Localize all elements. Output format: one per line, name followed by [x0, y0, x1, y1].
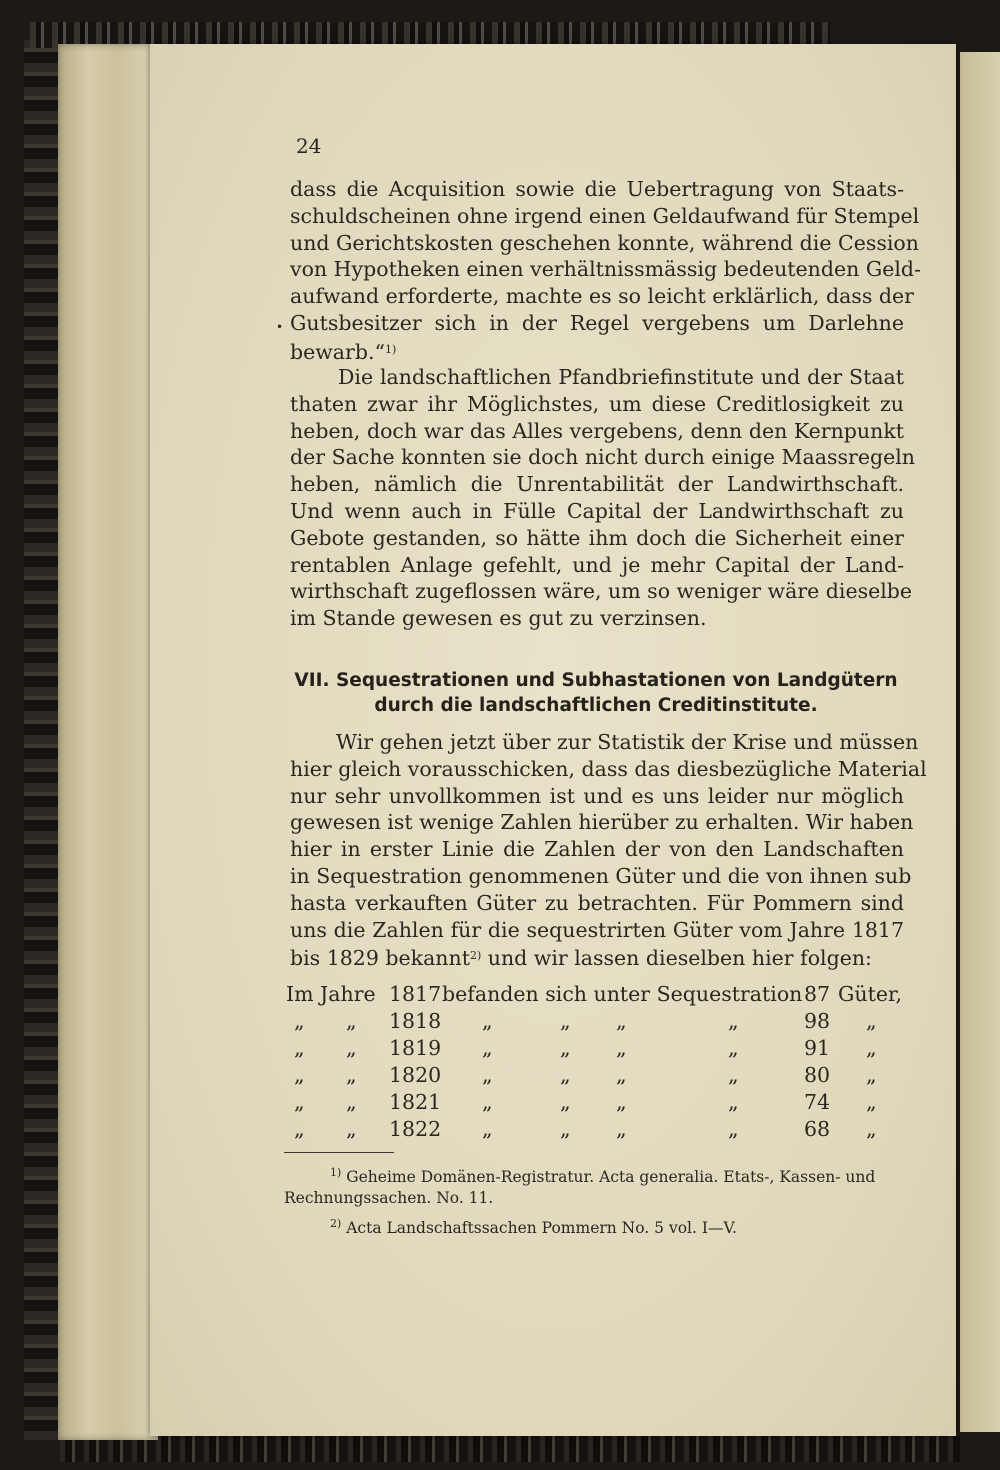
footnote-rule	[284, 1152, 394, 1153]
row-count: 80	[804, 1063, 831, 1087]
text-line: hier in erster Linie die Zahlen der von den Landschaften	[290, 837, 904, 862]
text-line: Die landschaftlichen Pfandbriefinstitute und der Staat	[338, 365, 904, 389]
table-row	[286, 1009, 906, 1036]
row-text: befanden sich unter Sequestration	[442, 982, 803, 1006]
text-line: von Hypotheken einen verhältnissmässig bedeutenden Geld-	[290, 257, 921, 282]
paragraph-1	[290, 176, 921, 366]
section-heading	[288, 668, 904, 718]
ditto-mark: „	[866, 1090, 877, 1114]
text-line: hasta verkauften Güter zu betrachten. Für Pommern sind	[290, 890, 904, 915]
text-line: heben, nämlich die Unrentabilität der Landwirthschaft.	[290, 472, 904, 497]
ditto-mark: „	[294, 1063, 305, 1087]
ditto-mark: „	[482, 1009, 493, 1033]
text-line: Gebote gestanden, so hätte ihm doch die Sicherheit einer	[290, 525, 904, 550]
text-line: in Sequestration genommenen Güter und die von ihnen sub	[290, 863, 912, 888]
text-line: gewesen ist wenige Zahlen hierüber zu erhalten. Wir haben	[290, 810, 914, 835]
text-line: rentablen Anlage gefehlt, und je mehr Capital der Land-	[290, 552, 904, 577]
ditto-mark: „	[294, 1117, 305, 1141]
row-suffix: Güter,	[838, 982, 903, 1006]
row-prefix: Im Jahre	[286, 982, 376, 1006]
footnote-mark: 2)	[330, 1217, 342, 1230]
text-line: schuldscheinen ohne irgend einen Geldaufwand für Stempel	[290, 203, 920, 228]
footnote-ref-1: 1)	[384, 342, 397, 356]
ditto-mark: „	[616, 1009, 627, 1033]
table-row	[286, 1090, 906, 1117]
text-line: der Sache konnten sie doch nicht durch einige Maassregeln	[290, 445, 915, 470]
ditto-mark: „	[560, 1036, 571, 1060]
row-count: 68	[804, 1117, 831, 1141]
text-line: Wir gehen jetzt über zur Statistik der Krise und müssen	[336, 730, 919, 754]
text-line: aufwand erforderte, machte es so leicht erklärlich, dass der	[290, 284, 914, 309]
sequestration-table	[286, 982, 906, 1144]
row-year: 1822	[389, 1117, 442, 1141]
ditto-mark: „	[346, 1063, 357, 1087]
ditto-mark: „	[728, 1063, 739, 1087]
footnote-text: Acta Landschaftssachen Pommern No. 5 vol. I—V.	[346, 1219, 737, 1237]
row-year: 1820	[389, 1063, 442, 1087]
ditto-mark: „	[728, 1036, 739, 1060]
text-line: dass die Acquisition sowie die Uebertragung von Staats-	[290, 177, 904, 201]
text-line: und Gerichtskosten geschehen konnte, während die Cession	[290, 230, 919, 255]
table-row	[286, 1036, 906, 1063]
row-year: 1819	[389, 1036, 442, 1060]
ditto-mark: „	[346, 1036, 357, 1060]
next-page-edge	[960, 52, 1000, 1432]
row-year: 1821	[389, 1090, 442, 1114]
margin-mark: •	[276, 320, 284, 334]
ditto-mark: „	[728, 1090, 739, 1114]
text-line: Und wenn auch in Fülle Capital der Landwirthschaft zu	[290, 498, 904, 523]
ditto-mark: „	[728, 1117, 739, 1141]
ditto-mark: „	[482, 1117, 493, 1141]
footnote-1	[284, 1162, 900, 1188]
ditto-mark: „	[616, 1063, 627, 1087]
footnote-text: Rechnungssachen. No. 11.	[284, 1189, 494, 1207]
text-line: uns die Zahlen für die sequestrirten Güter vom Jahre 1817	[290, 917, 904, 942]
text-line: hier gleich vorausschicken, dass das diesbezügliche Material	[290, 756, 927, 781]
ditto-mark: „	[616, 1117, 627, 1141]
text-line: Gutsbesitzer sich in der Regel vergebens um Darlehne	[290, 310, 904, 335]
footnote-2	[284, 1213, 900, 1239]
table-row	[286, 982, 906, 1009]
ditto-mark: „	[294, 1009, 305, 1033]
page-number: 24	[296, 134, 322, 158]
text-line: nur sehr unvollkommen ist und es uns leider nur möglich	[290, 783, 904, 808]
paragraph-3	[290, 729, 927, 972]
ditto-mark: „	[482, 1063, 493, 1087]
ditto-mark: „	[866, 1117, 877, 1141]
text-fragment: bis 1829 bekannt	[290, 946, 470, 971]
ditto-mark: „	[482, 1090, 493, 1114]
book-binding-bottom	[60, 1436, 960, 1462]
ditto-mark: „	[616, 1090, 627, 1114]
ditto-mark: „	[346, 1117, 357, 1141]
ditto-mark: „	[866, 1036, 877, 1060]
ditto-mark: „	[482, 1036, 493, 1060]
footnote-text: Geheime Domänen-Registratur. Acta generalia. Etats-, Kassen- und	[346, 1168, 876, 1186]
ditto-mark: „	[616, 1036, 627, 1060]
ditto-mark: „	[294, 1090, 305, 1114]
ditto-mark: „	[560, 1117, 571, 1141]
ditto-mark: „	[346, 1009, 357, 1033]
ditto-mark: „	[560, 1090, 571, 1114]
row-count: 74	[804, 1090, 831, 1114]
footnote-mark: 1)	[330, 1166, 342, 1179]
table-row	[286, 1063, 906, 1090]
text-line: wirthschaft zugeflossen wäre, um so weniger wäre dieselbe	[290, 579, 913, 604]
row-count: 91	[804, 1036, 831, 1060]
text-line: thaten zwar ihr Möglichstes, um diese Creditlosigkeit zu	[290, 391, 904, 416]
heading-line: VII. Sequestrationen und Subhastationen von Landgütern	[294, 670, 898, 691]
text-fragment: und wir lassen dieselben hier folgen:	[481, 946, 872, 971]
text-line	[290, 337, 904, 366]
ditto-mark: „	[346, 1090, 357, 1114]
ditto-mark: „	[866, 1063, 877, 1087]
text-fragment: bewarb.“	[290, 339, 385, 364]
row-year: 1817	[389, 982, 442, 1006]
ditto-mark: „	[560, 1009, 571, 1033]
table-row	[286, 1117, 906, 1144]
ditto-mark: „	[560, 1063, 571, 1087]
heading-line: durch die landschaftlichen Creditinstitute.	[374, 695, 818, 716]
page-stack-edge	[58, 44, 158, 1440]
paragraph-2	[290, 364, 915, 632]
text-line	[290, 943, 904, 972]
ditto-mark: „	[728, 1009, 739, 1033]
text-line: heben, doch war das Alles vergebens, denn den Kernpunkt	[290, 418, 904, 443]
footnotes	[284, 1162, 900, 1239]
footnote-ref-2: 2)	[469, 949, 482, 963]
text-line: im Stande gewesen es gut zu verzinsen.	[290, 606, 707, 631]
ditto-mark: „	[866, 1009, 877, 1033]
row-year: 1818	[389, 1009, 442, 1033]
ditto-mark: „	[294, 1036, 305, 1060]
row-count: 87	[804, 982, 831, 1006]
row-count: 98	[804, 1009, 831, 1033]
